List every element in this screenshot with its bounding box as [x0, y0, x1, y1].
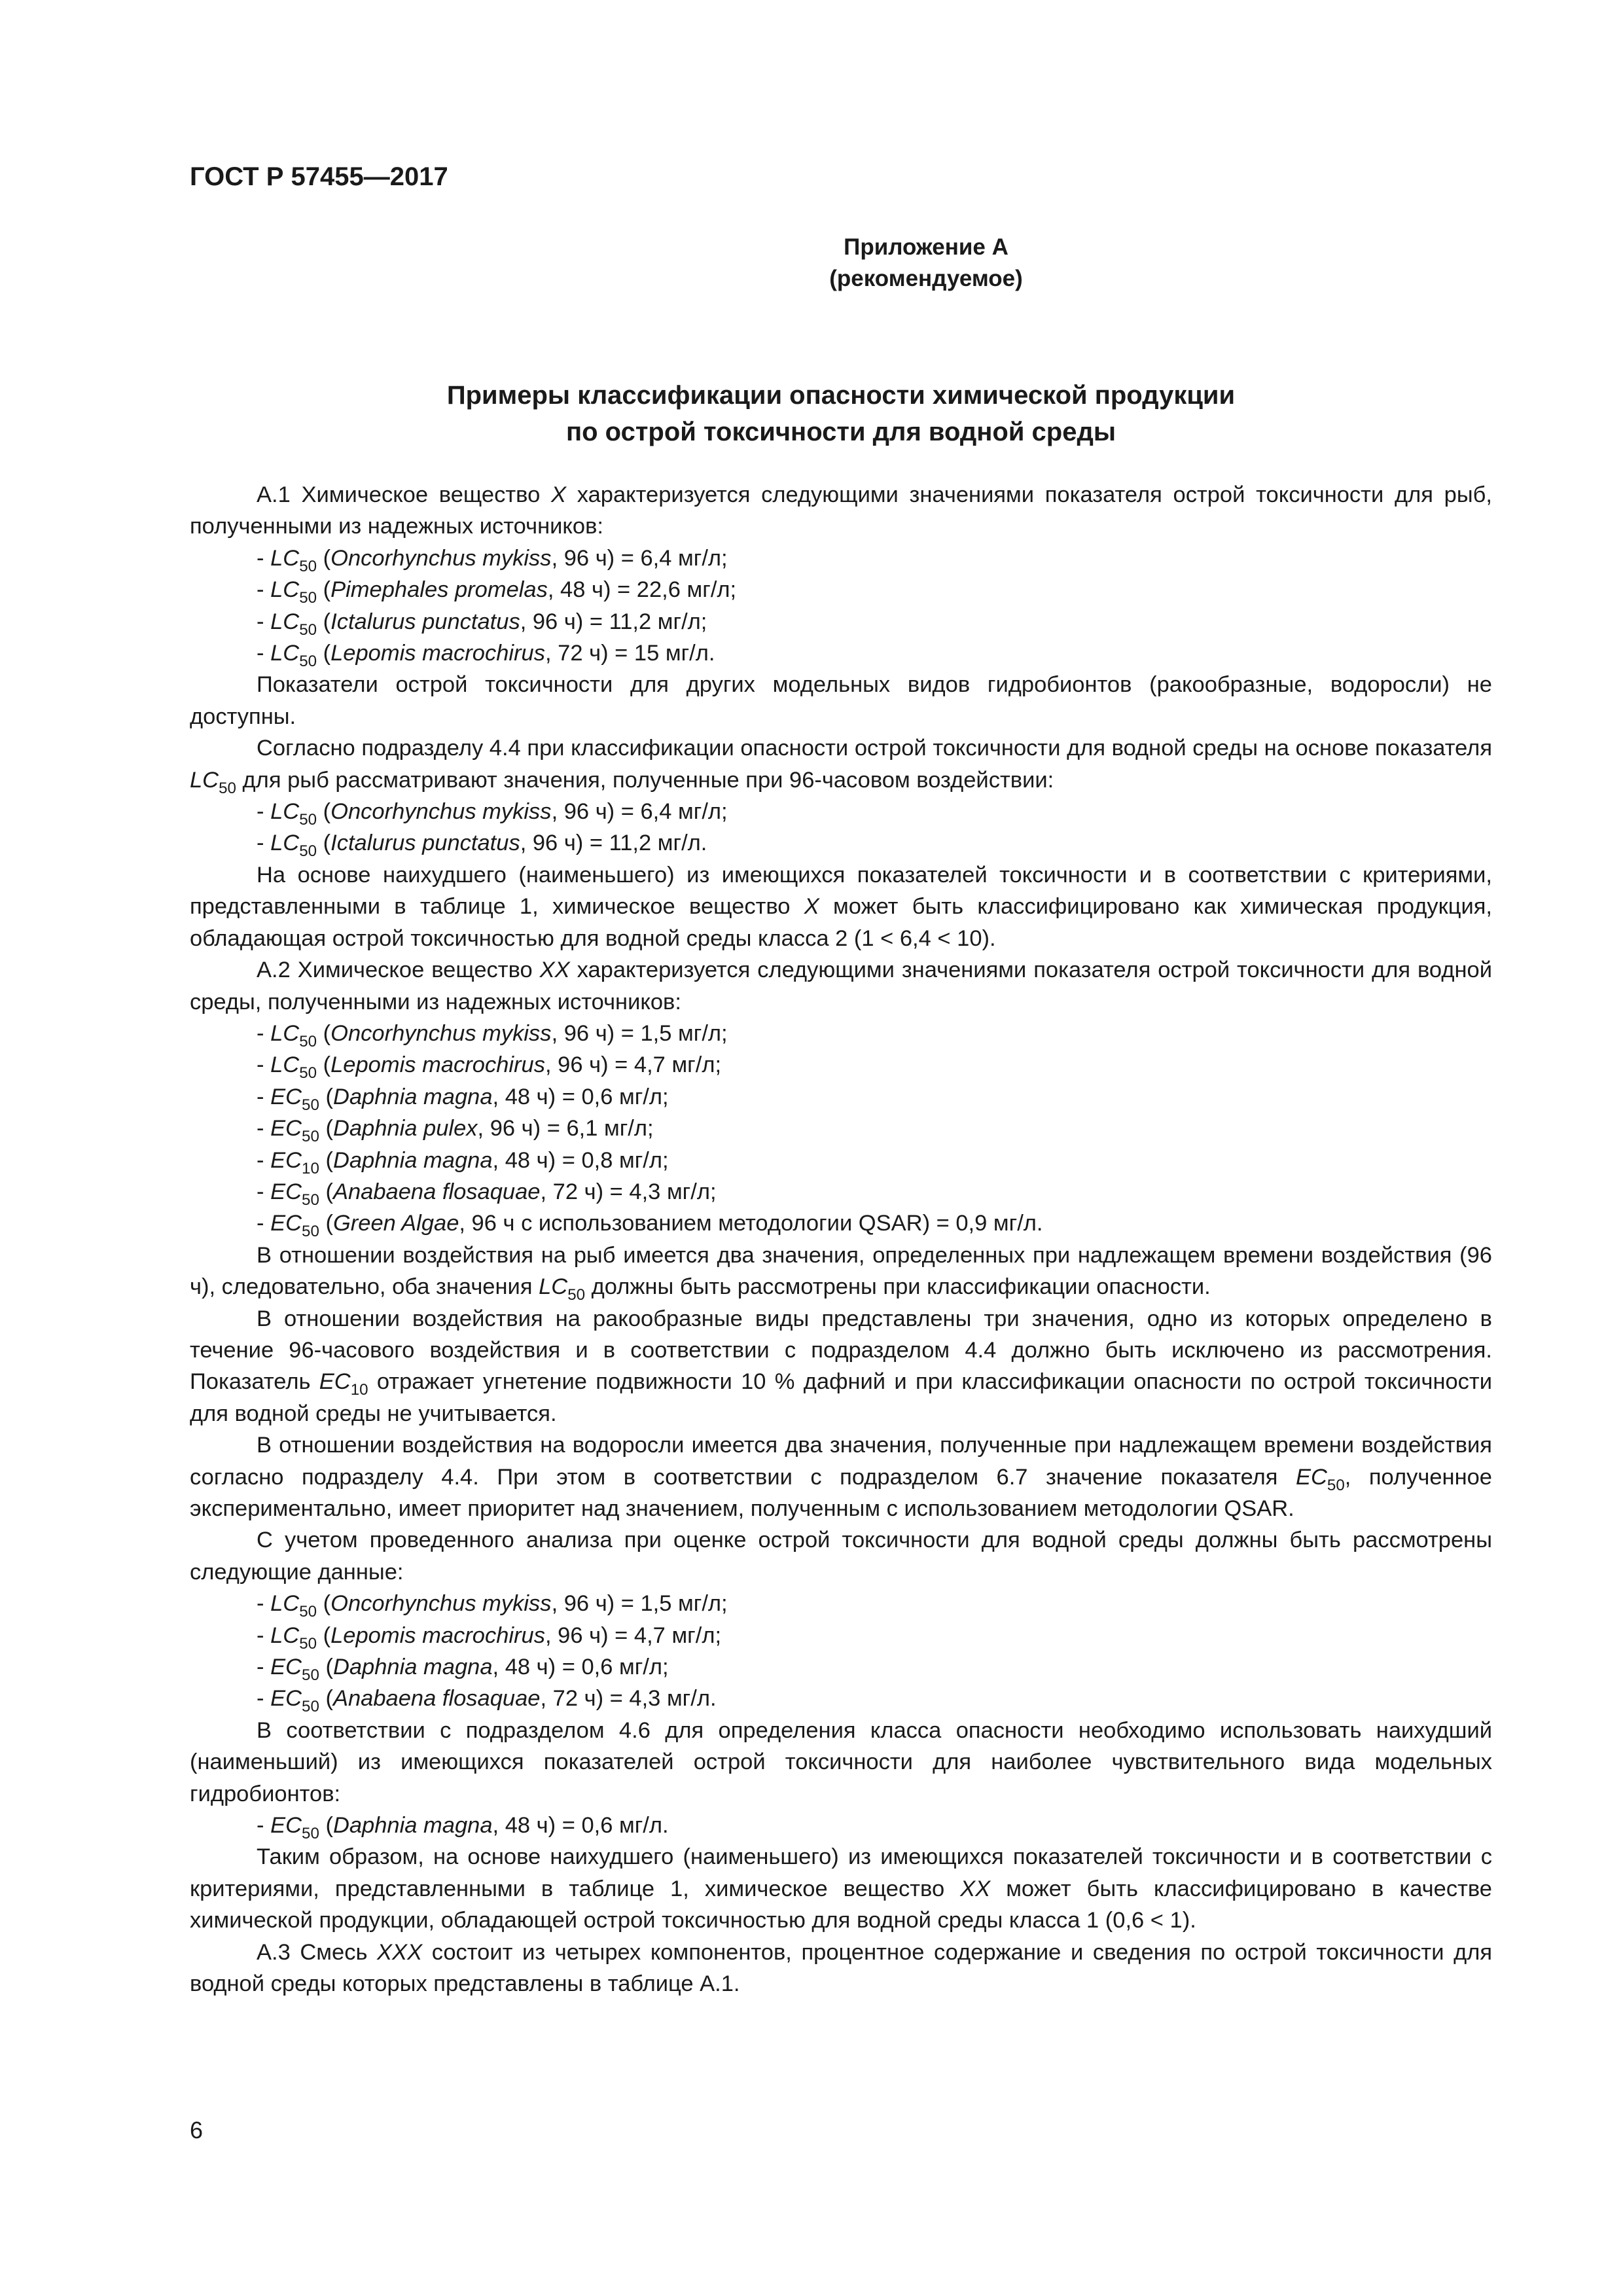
paragraph-subsection-4-4: Согласно подразделу 4.4 при классификации опасности острой токсичности для водной среды на основе показателя $LC_{50}$ для рыб рассматривают значения, полученные при 96-часовом воздействии: — [190, 736, 1492, 797]
page-number: 6 — [190, 2117, 204, 2144]
paragraph-analysis: С учетом проведенного анализа при оценке острой токсичности для водной среды должны быть рассмотрены следующие данные: — [190, 1528, 1492, 1585]
list-item: - $LC_{50}$ (Oncorhynchus mykiss, 96 ч) = 1,5 мг/л; — [257, 1020, 728, 1051]
list-item: - $EC_{50}$ (Green Algae, 96 ч с использованием методологии QSAR) = 0,9 мг/л. — [257, 1211, 1043, 1241]
list-item: - $LC_{50}$ (Ictalurus punctatus, 96 ч) = 11,2 мг/л; — [257, 609, 707, 639]
paragraph-subsection-4-6: В соответствии с подразделом 4.6 для определения класса опасности необходимо использовать наихудший (наименьший) из имеющихся показателей острой токсичности для наиболее чувствительного вида модельных гидробионтов: — [190, 1717, 1492, 1806]
paragraph-a3-intro: А.3 Смесь XXX состоит из четырех компонентов, процентное содержание и сведения по острой токсичности для водной среды которых представлены в таблице А.1. — [190, 1939, 1493, 1997]
paragraph-algae: В отношении воздействия на водоросли имеется два значения, полученные при надлежащем времени воздействия согласно подразделу 4.4. При этом в соответствии с подразделом 6.7 значение показателя $EC_{50}$, полученное экспериментально, имеет приоритет над значением, полученным с использованием методологии QSAR. — [190, 1433, 1492, 1521]
list-item: - $EC_{50}$ (Anabaena flosaquae, 72 ч) = 4,3 мг/л. — [257, 1686, 717, 1716]
list-item: - $EC_{50}$ (Daphnia magna, 48 ч) = 0,6 мг/л; — [257, 1655, 669, 1685]
list-item: - $LC_{50}$ (Lepomis macrochirus, 96 ч) = 4,7 мг/л; — [257, 1623, 722, 1653]
list-item: - $EC_{50}$ (Daphnia magna, 48 ч) = 0,6 мг/л. — [257, 1813, 669, 1843]
list-item: - $EC_{10}$ (Daphnia magna, 48 ч) = 0,8 мг/л; — [257, 1147, 669, 1177]
list-item: - $LC_{50}$ (Pimephales promelas, 48 ч) = 22,6 мг/л; — [257, 577, 737, 607]
appendix-label: Приложение А — [844, 234, 1008, 260]
list-item: - $EC_{50}$ (Anabaena flosaquae, 72 ч) = 4,3 мг/л; — [257, 1179, 717, 1210]
list-item: - $LC_{50}$ (Oncorhynchus mykiss, 96 ч) = 6,4 мг/л; — [257, 799, 728, 829]
list-item: - $EC_{50}$ (Daphnia magna, 48 ч) = 0,6 мг/л; — [257, 1084, 669, 1114]
appendix-body — [190, 479, 1492, 2000]
appendix-title-line-1: Примеры классификации опасности химической продукции — [446, 381, 1236, 410]
list-item: - $LC_{50}$ (Ictalurus punctatus, 96 ч) = 11,2 мг/л. — [257, 831, 707, 861]
paragraph-no-data: Показатели острой токсичности для других модельных видов гидробионтов (ракообразные, водоросли) не доступны. — [190, 672, 1492, 729]
appendix-title-line-2: по острой токсичности для водной среды — [565, 418, 1116, 446]
list-item: - $LC_{50}$ (Oncorhynchus mykiss, 96 ч) = 6,4 мг/л; — [257, 545, 728, 575]
list-item: - $LC_{50}$ (Lepomis macrochirus, 72 ч) = 15 мг/л. — [257, 641, 715, 671]
document-code: ГОСТ Р 57455—2017 — [190, 162, 448, 191]
paragraph-crustaceans: В отношении воздействия на ракообразные виды представлены три значения, одно из которых определено в течение 96-часового воздействия и в соответствии с подразделом 4.4 должно быть исключено из рассмотрения. Показатель $EC_{10}$ отражает угнетение подвижности 10 % дафний и при классификации опасности по острой токсичности для водной среды не учитывается. — [190, 1306, 1493, 1426]
list-item: - $LC_{50}$ (Oncorhynchus mykiss, 96 ч) = 1,5 мг/л; — [257, 1591, 728, 1621]
paragraph-a2-intro: А.2 Химическое вещество XX характеризуется следующими значениями показателя острой токсичности для водной среды, полученными из надежных источников: — [190, 958, 1493, 1014]
list-item: - $EC_{50}$ (Daphnia pulex, 96 ч) = 6,1 мг/л; — [257, 1116, 654, 1146]
appendix-status: (рекомендуемое) — [829, 266, 1023, 291]
list-item: - $LC_{50}$ (Lepomis macrochirus, 96 ч) = 4,7 мг/л; — [257, 1052, 722, 1083]
paragraph-a2-conclusion: Таким образом, на основе наихудшего (наименьшего) из имеющихся показателей токсичности и в соответствии с критериями, представленными в таблице 1, химическое вещество XX может быть классифицировано в качестве химической продукции, обладающей острой токсичностью для водной среды класса 1 (0,6 < 1). — [190, 1844, 1492, 1933]
paragraph-a1-intro: А.1 Химическое вещество X характеризуется следующими значениями показателя острой токсичности для рыб, полученными из надежных источников: — [190, 482, 1492, 539]
paragraph-fish: В отношении воздействия на рыб имеется два значения, определенных при надлежащем времени воздействия (96 ч), следовательно, оба значения $LC_{50}$ должны быть рассмотрены при классификации опасности. — [190, 1242, 1492, 1304]
paragraph-a1-conclusion: На основе наихудшего (наименьшего) из имеющихся показателей токсичности и в соответствии с критериями, представленными в таблице 1, химическое вещество X может быть классифицировано как химическая продукция, обладающая острой токсичностью для водной среды класса 2 (1 < 6,4 < 10). — [190, 862, 1492, 951]
